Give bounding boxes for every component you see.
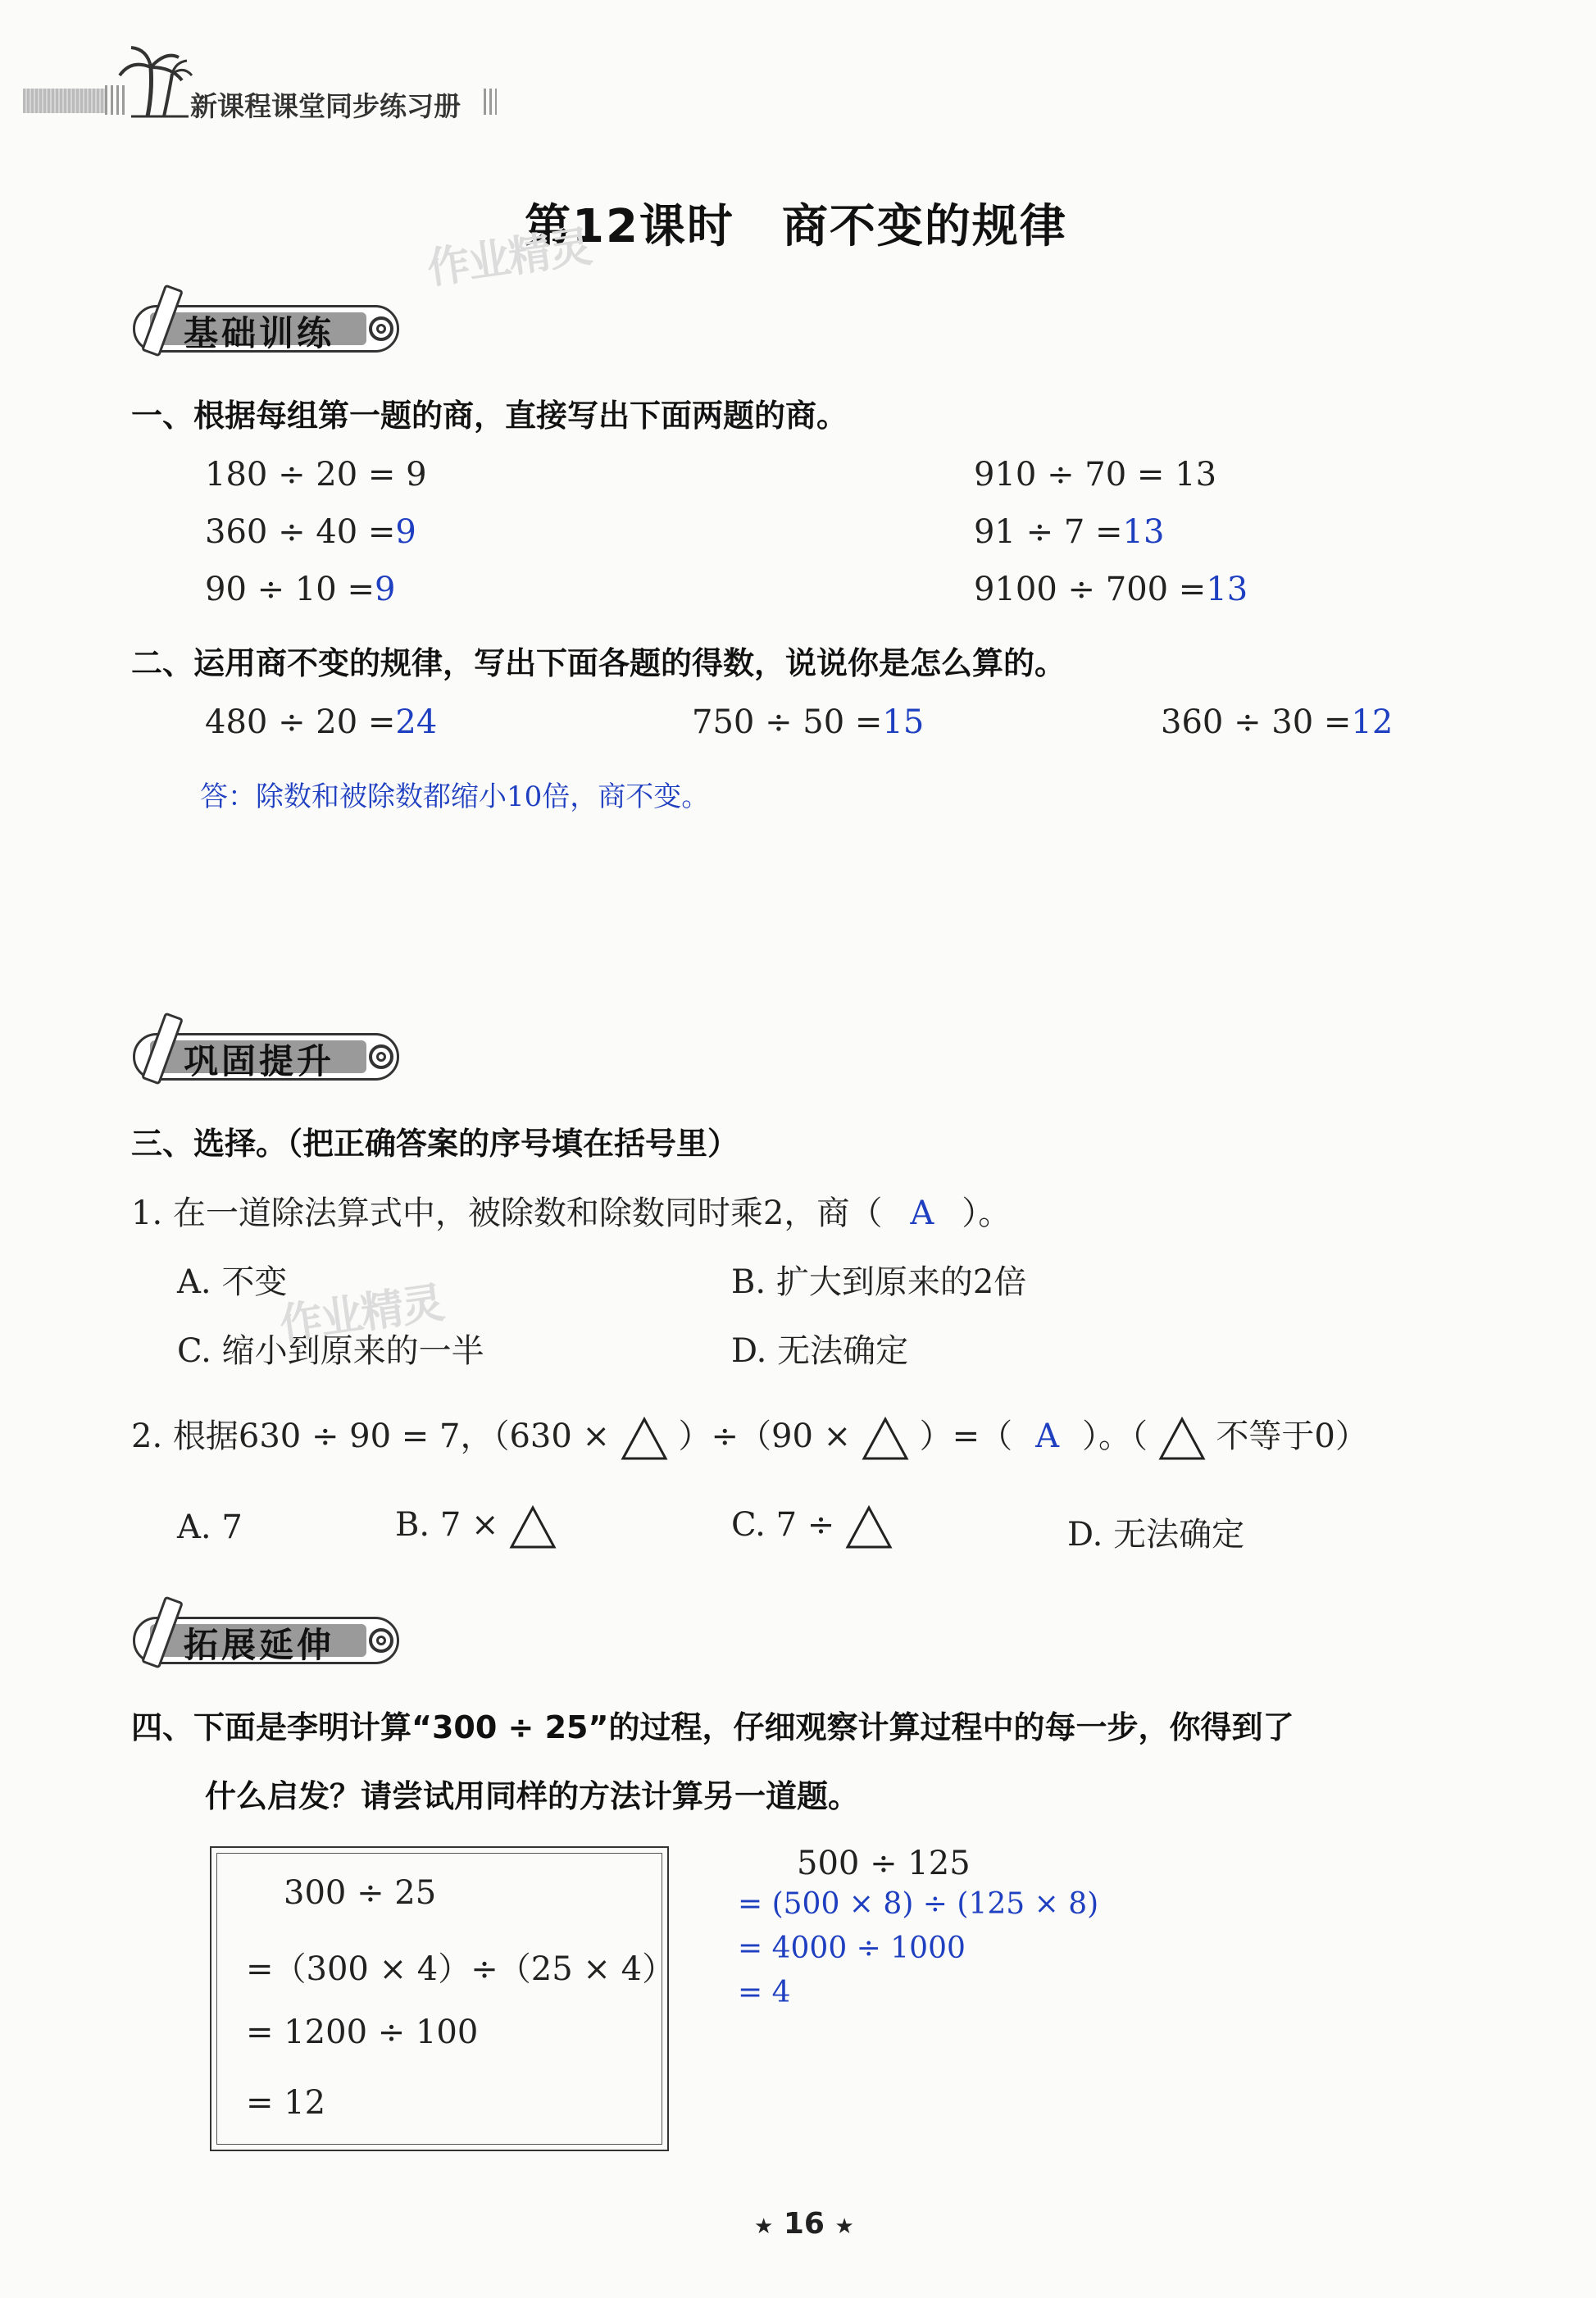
triangle-icon [1158,1417,1206,1461]
answer: 13 [1122,513,1165,551]
ring-icon [369,1628,393,1653]
header-decoration-end [484,89,497,115]
example-line-4: = 12 [246,2084,326,2122]
q2-item-2: 750 ÷ 50 =15 [692,703,925,741]
section-tag-consolidate [125,1025,412,1089]
q1-heading: 一、根据每组第一题的商，直接写出下面两题的商。 [131,398,848,434]
ring-icon [369,1044,393,1069]
palm-tree-icon [115,43,193,118]
page-number: ★ 16 ★ [754,2207,854,2241]
watermark: 作业精灵 [424,222,593,294]
section-label: 基础训练 [184,313,335,353]
answer: 9 [374,571,396,608]
answer: 24 [395,703,438,741]
q1-left-3: 90 ÷ 10 =9 [205,571,396,608]
triangle-icon [621,1417,668,1461]
q2-explanation: 答：除数和被除数都缩小10倍，商不变。 [200,780,710,813]
section-tag-extend [125,1609,412,1672]
answer: A [910,1195,934,1232]
q1-right-2: 91 ÷ 7 =13 [974,513,1165,551]
q1-right-3: 9100 ÷ 700 =13 [974,571,1248,608]
triangle-icon [862,1417,909,1461]
answer: 9 [395,513,416,551]
header-title: 新课程课堂同步练习册 [190,90,461,122]
answer: 15 [882,703,925,741]
q4-heading-line2: 什么启发？请尝试用同样的方法计算另一道题。 [205,1778,860,1814]
answer-step-3: = 4 [738,1976,791,2009]
q2-item-1: 480 ÷ 20 =24 [205,703,438,741]
task-expression: 500 ÷ 125 [797,1845,971,1882]
option-c: C. 7 ÷ [731,1505,893,1549]
answer: 12 [1351,703,1394,741]
option-d: D. 无法确定 [731,1332,909,1370]
q1-left-1: 180 ÷ 20 = 9 [205,456,427,494]
star-icon: ★ [754,2214,774,2239]
q3-item-1: 1. 在一道除法算式中，被除数和除数同时乘2，商（ A ）。 [131,1195,1012,1232]
lesson-title: 第12课时 商不变的规律 [525,200,1067,253]
header-decoration-bar [23,89,105,113]
option-a: A. 7 [177,1508,243,1546]
answer: 13 [1206,571,1248,608]
q3-heading: 三、选择。（把正确答案的序号填在括号里） [131,1126,739,1162]
answer: A [1035,1417,1059,1455]
q2-heading: 二、运用商不变的规律，写出下面各题的得数，说说你是怎么算的。 [131,645,1066,681]
example-line-2: =（300 × 4）÷（25 × 4） [246,1950,675,1988]
example-line-3: = 1200 ÷ 100 [246,2014,479,2051]
option-a: A. 不变 [177,1263,288,1301]
q2-item-3: 360 ÷ 30 =12 [1161,703,1394,741]
triangle-icon [509,1505,557,1549]
star-icon: ★ [834,2214,854,2239]
section-label: 拓展延伸 [184,1625,335,1665]
option-c: C. 缩小到原来的一半 [177,1332,484,1370]
option-d: D. 无法确定 [1067,1516,1245,1554]
option-b: B. 扩大到原来的2倍 [731,1263,1027,1301]
q3-item-2: 2. 根据630 ÷ 90 = 7，（630 × ）÷（90 × ）=（ A ）。（ 不等于0） [131,1410,1368,1461]
q1-right-1: 910 ÷ 70 = 13 [974,456,1217,494]
triangle-icon [845,1505,893,1549]
section-tag-basic [125,297,412,361]
q1-left-2: 360 ÷ 40 =9 [205,513,416,551]
q4-heading-line1: 四、下面是李明计算“300 ÷ 25”的过程，仔细观察计算过程中的每一步，你得到了 [131,1709,1294,1745]
option-b: B. 7 × [395,1505,557,1549]
watermark: 作业精灵 [276,1278,446,1350]
answer-step-2: = 4000 ÷ 1000 [738,1932,966,1965]
answer-step-1: = (500 × 8) ÷ (125 × 8) [738,1887,1099,1921]
example-line-1: 300 ÷ 25 [284,1874,437,1912]
section-label: 巩固提升 [184,1041,335,1081]
ring-icon [369,316,393,341]
